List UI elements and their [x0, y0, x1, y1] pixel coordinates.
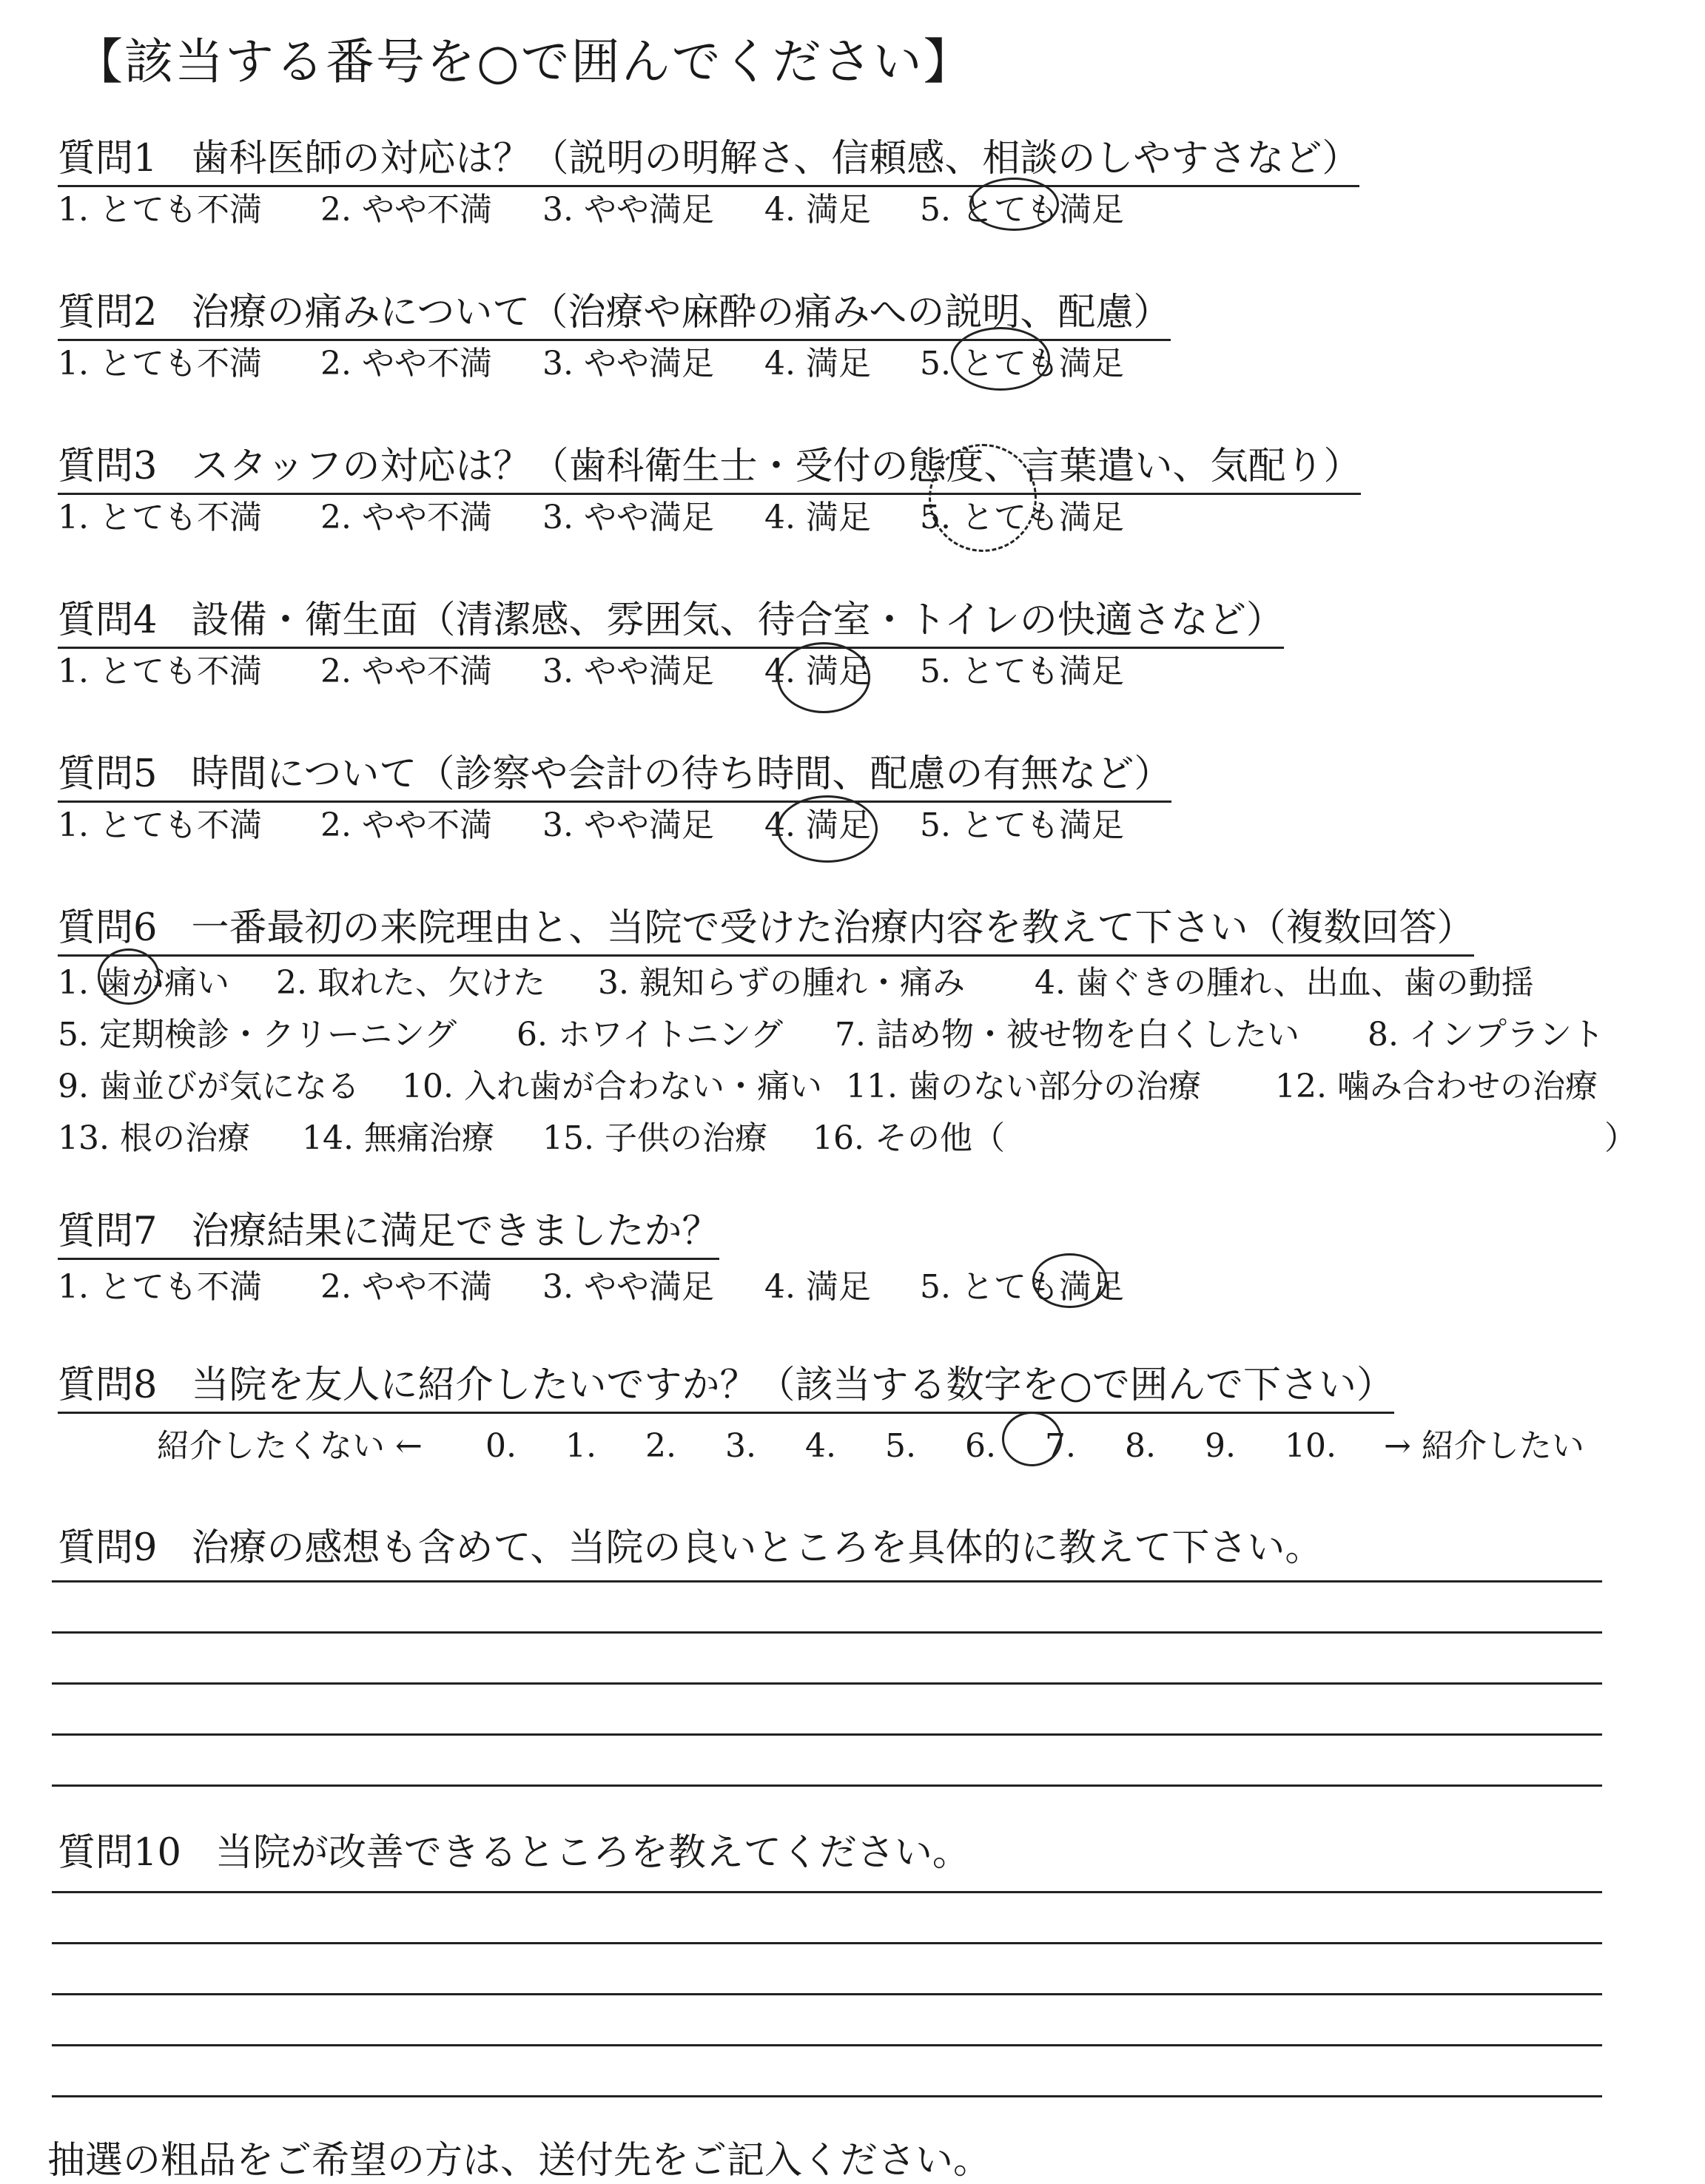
q4-answer-circle: [777, 642, 870, 713]
q6-row-4: [58, 1111, 1637, 1159]
q10-answer-line-5[interactable]: [52, 2095, 1602, 2097]
q2-option-1[interactable]: 1. とても不満: [58, 345, 262, 382]
q3-question: [58, 435, 1361, 495]
q6-label: 質問6: [58, 906, 158, 950]
q6-option-11[interactable]: 11. 歯のない部分の治療: [846, 1068, 1201, 1105]
q8-score-9[interactable]: 9.: [1205, 1427, 1236, 1465]
q5-question: [58, 743, 1171, 803]
q6-question: [58, 897, 1474, 957]
q9-answer-line-5[interactable]: [52, 1784, 1602, 1787]
q6-option-7[interactable]: 7. 詰め物・被せ物を白くしたい: [835, 1016, 1299, 1054]
q6-option-1[interactable]: 1. 歯が痛い: [58, 964, 229, 1002]
q6-row-2: [58, 1008, 1604, 1055]
q8-question: [58, 1354, 1394, 1414]
q9-question: [58, 1517, 1322, 1574]
q8-label: 質問8: [58, 1364, 158, 1407]
q1-option-4[interactable]: 4. 満足: [764, 191, 871, 229]
q10-question: [58, 1821, 970, 1879]
q4-options: [58, 644, 1124, 692]
q6-option-9[interactable]: 9. 歯並びが気になる: [58, 1068, 360, 1105]
q3-option-1[interactable]: 1. とても不満: [58, 499, 262, 536]
q7-answer-circle: [1032, 1253, 1107, 1308]
q8-right-label: → 紹介したい: [1384, 1427, 1584, 1465]
q5-label: 質問5: [58, 752, 158, 796]
q7-option-2[interactable]: 2. やや不満: [320, 1268, 492, 1306]
q6-option-16-close: ）: [1604, 1119, 1637, 1157]
q8-score-3[interactable]: 3.: [725, 1427, 756, 1465]
q1-options: [58, 183, 1124, 230]
q6-option-2[interactable]: 2. 取れた、欠けた: [276, 964, 545, 1002]
footer-note: 抽選の粗品をご希望の方は、送付先をご記入ください。: [47, 2139, 992, 2183]
q6-option-15[interactable]: 15. 子供の治療: [542, 1119, 767, 1157]
q2-text: 治療の痛みについて（治療や麻酔の痛みへの説明、配慮）: [191, 291, 1171, 334]
q4-option-1[interactable]: 1. とても不満: [58, 653, 262, 690]
q1-answer-circle: [969, 178, 1059, 231]
q8-score-7[interactable]: 7.: [1045, 1427, 1076, 1465]
q4-option-4[interactable]: 4. 満足: [764, 653, 871, 690]
q4-option-5[interactable]: 5. とても満足: [920, 653, 1124, 690]
q5-answer-circle: [777, 795, 878, 863]
q6-row-1: [58, 956, 1534, 1003]
q1-option-3[interactable]: 3. やや満足: [542, 191, 714, 229]
q10-text: 当院が改善できるところを教えてください。: [215, 1831, 970, 1875]
q6-option-16[interactable]: 16. その他（: [813, 1119, 1005, 1157]
q8-score-2[interactable]: 2.: [645, 1427, 676, 1465]
q2-option-3[interactable]: 3. やや満足: [542, 345, 714, 382]
q3-option-4[interactable]: 4. 満足: [764, 499, 871, 536]
q7-options: [58, 1260, 1124, 1307]
q5-option-5[interactable]: 5. とても満足: [920, 806, 1124, 844]
q4-option-3[interactable]: 3. やや満足: [542, 653, 714, 690]
q3-text: スタッフの対応は？（歯科衛生士・受付の態度、言葉遣い、気配り）: [191, 445, 1362, 488]
q8-score-8[interactable]: 8.: [1125, 1427, 1156, 1465]
q1-option-1[interactable]: 1. とても不満: [58, 191, 262, 229]
q1-option-2[interactable]: 2. やや不満: [320, 191, 492, 229]
q8-score-4[interactable]: 4.: [805, 1427, 836, 1465]
q4-option-2[interactable]: 2. やや不満: [320, 653, 492, 690]
q7-option-5[interactable]: 5. とても満足: [920, 1268, 1124, 1306]
q9-answer-line-4[interactable]: [52, 1733, 1602, 1736]
q6-option-4[interactable]: 4. 歯ぐきの腫れ、出血、歯の動揺: [1035, 964, 1534, 1002]
q6-option-6[interactable]: 6. ホワイトニング: [517, 1016, 784, 1054]
q8-answer-circle: [1002, 1412, 1062, 1466]
q3-label: 質問3: [58, 445, 158, 488]
q3-option-5[interactable]: 5. とても満足: [920, 499, 1124, 536]
q8-score-1[interactable]: 1.: [565, 1427, 596, 1465]
q8-score-6[interactable]: 6.: [965, 1427, 996, 1465]
q1-text: 歯科医師の対応は？（説明の明解さ、信頼感、相談のしやすさなど）: [191, 137, 1360, 181]
q6-option-14[interactable]: 14. 無痛治療: [302, 1119, 494, 1157]
q7-text: 治療結果に満足できましたか？: [191, 1210, 720, 1253]
q2-answer-circle: [951, 327, 1050, 391]
q9-text: 治療の感想も含めて、当院の良いところを具体的に教えて下さい。: [191, 1526, 1323, 1570]
q7-question: [58, 1200, 719, 1260]
q8-left-label: 紹介したくない ←: [157, 1427, 423, 1465]
q2-option-4[interactable]: 4. 満足: [764, 345, 871, 382]
q6-option-8[interactable]: 8. インプラント: [1368, 1016, 1604, 1054]
q10-answer-line-4[interactable]: [52, 2044, 1602, 2046]
q6-option-10[interactable]: 10. 入れ歯が合わない・痛い: [402, 1068, 822, 1105]
q9-answer-line-3[interactable]: [52, 1682, 1602, 1685]
q5-options: [58, 798, 1124, 846]
q9-label: 質問9: [58, 1526, 158, 1570]
q6-option-13[interactable]: 13. 根の治療: [58, 1119, 250, 1157]
q7-option-4[interactable]: 4. 満足: [764, 1268, 871, 1306]
q6-row-3: [58, 1059, 1598, 1107]
q2-option-5[interactable]: 5. とても満足: [920, 345, 1124, 382]
q9-answer-line-1[interactable]: [52, 1580, 1602, 1583]
q5-text: 時間について（診察や会計の待ち時間、配慮の有無など）: [191, 752, 1172, 796]
q10-answer-line-1[interactable]: [52, 1891, 1602, 1893]
q9-answer-line-2[interactable]: [52, 1631, 1602, 1634]
q7-option-1[interactable]: 1. とても不満: [58, 1268, 262, 1306]
q6-option-3[interactable]: 3. 親知らずの腫れ・痛み: [598, 964, 965, 1002]
q8-text: 当院を友人に紹介したいですか？（該当する数字を○で囲んで下さい）: [191, 1364, 1394, 1407]
q4-label: 質問4: [58, 599, 158, 642]
q8-score-5[interactable]: 5.: [885, 1427, 916, 1465]
q7-option-3[interactable]: 3. やや満足: [542, 1268, 714, 1306]
q1-option-5[interactable]: 5. とても満足: [920, 191, 1124, 229]
q1-label: 質問1: [58, 137, 158, 181]
q4-text: 設備・衛生面（清潔感、雰囲気、待合室・トイレの快適さなど）: [191, 599, 1284, 642]
q10-answer-line-2[interactable]: [52, 1942, 1602, 1944]
q5-option-2[interactable]: 2. やや不満: [320, 806, 492, 844]
q2-option-2[interactable]: 2. やや不満: [320, 345, 492, 382]
q3-answer-circle: [929, 444, 1037, 552]
q4-question: [58, 589, 1284, 649]
q5-option-4[interactable]: 4. 満足: [764, 806, 871, 844]
q6-text: 一番最初の来院理由と、当院で受けた治療内容を教えて下さい（複数回答）: [191, 906, 1475, 950]
q6-answer-circle: [98, 948, 160, 1005]
q6-option-12[interactable]: 12. 噛み合わせの治療: [1275, 1068, 1598, 1105]
q1-question: [58, 127, 1359, 187]
q8-scale: [157, 1419, 1584, 1466]
q10-label: 質問10: [58, 1831, 181, 1875]
q3-option-3[interactable]: 3. やや満足: [542, 499, 714, 536]
q2-label: 質問2: [58, 291, 158, 334]
q10-answer-line-3[interactable]: [52, 1993, 1602, 1995]
page-title: 【該当する番号を○で囲んでください】: [74, 33, 974, 90]
q5-option-3[interactable]: 3. やや満足: [542, 806, 714, 844]
q8-score-10[interactable]: 10.: [1285, 1427, 1336, 1465]
q3-option-2[interactable]: 2. やや不満: [320, 499, 492, 536]
q8-score-0[interactable]: 0.: [485, 1427, 517, 1465]
q7-label: 質問7: [58, 1210, 158, 1253]
q5-option-1[interactable]: 1. とても不満: [58, 806, 262, 844]
q6-option-5[interactable]: 5. 定期検診・クリーニング: [58, 1016, 457, 1054]
